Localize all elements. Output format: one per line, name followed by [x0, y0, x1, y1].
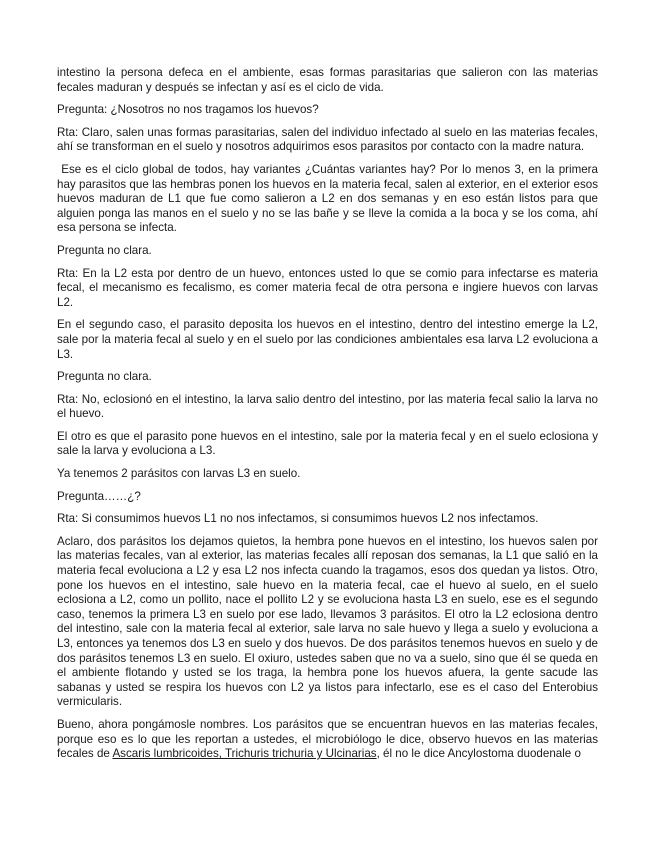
paragraph-life-cycle-end: intestino la persona defeca en el ambiente, esas formas parasitarias que salieron con las materias fecales maduran y después se infectan y así es el ciclo de vida. — [57, 66, 602, 94]
question-unclear-1: Pregunta no clara. — [57, 243, 152, 257]
naming-text-before: Bueno, ahora pongámosle nombres. Los parásitos que se encuentran huevos en las materias fecales, porque eso es lo que les reportan a ustedes, el microbiólogo le dice, observo huevos en las materias fecales de — [57, 717, 602, 761]
paragraph-global-cycle-variants: Ese es el ciclo global de todos, hay variantes ¿Cuántas variantes hay? Por lo menos 3, en la primera hay parasitos que las hembras ponen los huevos en la materia fecal, salen al exterior, en el exterior esos huevos maduran de L1 que fue como salieron a L2 en dos semanas y en eso están listos para que alguien ponga las manos en el suelo y no se las bañe y se lleve la comida a la boca y se los coma, ahí esa persona se infecta. — [57, 162, 602, 235]
paragraph-second-case: En el segundo caso, el parasito deposita los huevos en el intestino, dentro del intestino emerge la L2, sale por la materia fecal al suelo y en el suelo por las condiciones ambientales esa larva L2 evoluciona a L3. — [57, 318, 602, 361]
answer-parasitic-forms: Rta: Claro, salen unas formas parasitarias, salen del individuo infectado al suelo en las materias fecales, ahí se transforman en el suelo y nosotros adquirimos esos parasitos por contacto con la madre natura. — [57, 125, 602, 154]
question-ellipsis: Pregunta……¿? — [57, 489, 141, 503]
question-unclear-2: Pregunta no clara. — [57, 370, 152, 384]
answer-hatched-in-intestine: Rta: No, eclosionó en el intestino, la larva salio dentro del intestino, por las materia fecal salio la larva no el huevo. — [57, 392, 602, 421]
paragraph-two-parasites-l3: Ya tenemos 2 parásitos con larvas L3 en suelo. — [57, 467, 301, 481]
answer-l1-l2-eggs: Rta: Si consumimos huevos L1 no nos infectamos, si consumimos huevos L2 nos infectamos. — [57, 512, 539, 526]
paragraph-clarification: Aclaro, dos parásitos los dejamos quietos, la hembra pone huevos en el intestino, los huevos salen por las materias fecales, van al exterior, las materias fecales allí reposan dos semanas, la L1 que salió en la materia fecal evoluciona a L2 y esa L2 nos infecta cuando la tragamos, esos dos quedan ya listos. Otro, pone los huevos en el intestino, sale huevo en la materia fecal, cae el huevo al suelo, en el suelo eclosiona a L2, como un pollito, nace el pollito L2 y se evoluciona hasta L3 en suelo, ese es el segundo caso, tenemos la primera L3 en suelo por ese lado, llevamos 3 parásitos. El otro la L2 eclosiona dentro del intestino, sale con la materia fecal al exterior, sale larva no sale huevo y llega a suelo y evoluciona a L3, entonces ya tenemos dos L3 en suelo y dos huevos. De dos parásitos tenemos huevos en suelo y de dos parásitos tenemos L3 en suelo. El oxiuro, ustedes saben que no va a suelo, sino que él se queda en el ambiente flotando y usted se los traga, la hembra pone los huevos afuera, la gente sacude las sabanas y usted se respira los huevos con L2 ya listos para infectarlo, ese es el caso del Enterobius vermicularis. — [57, 534, 602, 709]
paragraph-naming-parasites — [57, 717, 602, 762]
paragraph-other-case: El otro es que el parasito pone huevos en el intestino, sale por la materia fecal y en el suelo eclosiona y sale la larva y evoluciona a L3. — [57, 429, 602, 458]
naming-text-after: , él no le dice Ancylostoma duodenale o — [376, 747, 581, 761]
answer-l2-inside-egg: Rta: En la L2 esta por dentro de un huevo, entonces usted lo que se comio para infectarse es materia fecal, el mecanismo es fecalismo, es comer materia fecal de otra persona e ingiere huevos con larvas L2. — [57, 266, 602, 309]
question-swallow-eggs: Pregunta: ¿Nosotros no nos tragamos los huevos? — [57, 103, 319, 117]
underlined-parasite-names: Ascaris lumbricoides, Trichuris trichuria y Ulcinarias — [112, 747, 377, 761]
